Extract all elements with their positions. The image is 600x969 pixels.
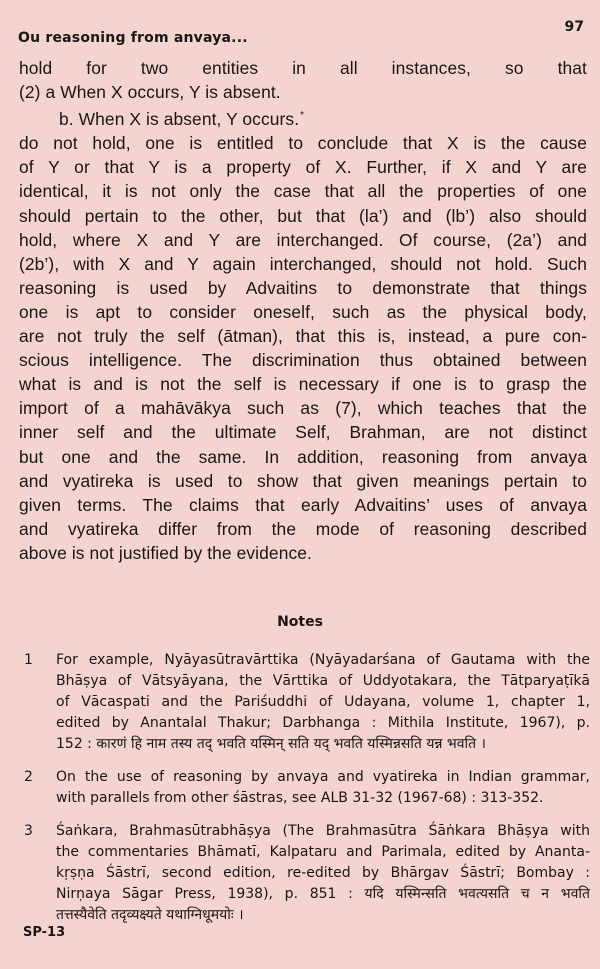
body-line-10: reasoning is used by Advaitins to demonstrate that things — [19, 277, 587, 298]
note-2-line-1: On the use of reasoning by anvaya and vyatireka in Indian grammar, — [56, 769, 590, 785]
notes-list — [22, 650, 590, 938]
body-line-6: identical, it is not only the case that all the properties of one — [19, 181, 587, 202]
note-3-line-5: तत्तस्यैवेति तदृव्यक्ष्यते यथाग्निधूमयोः । — [56, 907, 244, 923]
running-title: Ou reasoning from anvaya... — [18, 30, 248, 46]
body-line-19: given terms. The claims that early Advaitins’ uses of anvaya — [19, 494, 587, 515]
note-1-line-5: 152 : कारणं हि नाम तस्य तद् भवति यस्मिन् सति यद् भवति यस्मिन्नसति यन्न भवति । — [56, 736, 486, 752]
note-3 — [22, 821, 590, 926]
note-1-line-4: edited by Anantalal Thakur; Darbhanga : Mithila Institute, 1967), p. — [56, 715, 590, 731]
footnote-marker: * — [300, 110, 305, 122]
note-3-line-4: Nirṇaya Sāgar Press, 1938), p. 851 : यदि यस्मिन्सति भवत्यसति च न भवति — [56, 886, 590, 902]
note-1 — [22, 650, 590, 755]
note-1-line-3: of Vācaspati and the Pariśuddhi of Udayana, volume 1, chapter 1, — [56, 694, 590, 710]
body-line-3-text: b. When X is absent, Y occurs. — [59, 109, 300, 130]
signature-mark: SP-13 — [23, 925, 66, 940]
note-3-line-1: Śaṅkara, Brahmasūtrabhāṣya (The Brahmasūtra Śāṅkara Bhāṣya with — [56, 823, 590, 839]
note-3-line-3: kṛṣṇa Śāstrī, second edition, re-edited by Bhārgav Śāstrī; Bombay : — [56, 865, 590, 881]
body-line-21: above is not justified by the evidence. — [19, 542, 312, 563]
body-line-9: (2b’), with X and Y again interchanged, should not hold. Such — [19, 253, 587, 274]
note-1-line-2: Bhāṣya of Vātsyāyana, the Vārttika of Uddyotakara, the Tātparyaṭīkā — [56, 673, 590, 689]
body-line-12: are not truly the self (ātman), that this is, instead, a pure con- — [19, 326, 587, 347]
body-line-18: and vyatireka is used to show that given meanings pertain to — [19, 470, 587, 491]
body-line-7: should pertain to the other, but that (la’) and (lb’) also should — [19, 205, 587, 226]
body-line-8: hold, where X and Y are interchanged. Of course, (2a’) and — [19, 229, 587, 250]
page-header — [18, 19, 590, 48]
note-2 — [22, 767, 590, 809]
note-number: 1 — [24, 652, 33, 668]
page-number: 97 — [564, 19, 584, 35]
body-line-4: do not hold, one is entitled to conclude that X is the cause — [19, 133, 587, 154]
body-line-17: but one and the same. In addition, reasoning from anvaya — [19, 446, 587, 467]
body-line-5: of Y or that Y is a property of X. Further, if X and Y are — [19, 157, 587, 178]
body-line-14: what is and is not the self is necessary if one is to grasp the — [19, 374, 587, 395]
note-2-line-2: with parallels from other śāstras, see ALB 31-32 (1967-68) : 313-352. — [56, 790, 544, 806]
body-line-20: and vyatireka differ from the mode of reasoning described — [19, 518, 587, 539]
body-line-1: hold for two entities in all instances, so that — [19, 58, 587, 78]
body-line-16: inner self and the ultimate Self, Brahman, are not distinct — [19, 422, 587, 443]
notes-heading: Notes — [277, 614, 323, 630]
body-line-2: (2) a When X occurs, Y is absent. — [19, 82, 281, 103]
body-line-3 — [19, 104, 587, 131]
note-number: 3 — [24, 823, 33, 839]
body-line-15: import of a mahāvākya such as (7), which teaches that the — [19, 398, 587, 419]
body-text — [19, 56, 587, 565]
note-1-line-1: For example, Nyāyasūtravārttika (Nyāyadarśana of Gautama with the — [56, 652, 590, 668]
note-number: 2 — [24, 769, 33, 785]
body-line-13: scious intelligence. The discrimination thus obtained between — [19, 350, 587, 371]
note-3-line-2: the commentaries Bhāmatī, Kalpataru and Parimala, edited by Ananta- — [56, 844, 590, 860]
body-line-11: one is apt to consider oneself, such as the physical body, — [19, 301, 587, 322]
